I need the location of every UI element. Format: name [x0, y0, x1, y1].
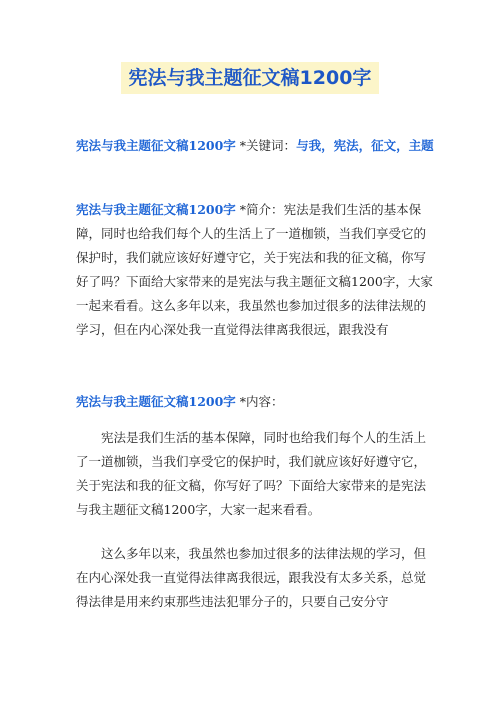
keywords-marker: *关键词：: [239, 138, 297, 153]
intro-paragraph: [76, 198, 436, 342]
intro-marker: *简介：: [239, 202, 284, 217]
body-paragraph-1: 宪法是我们生活的基本保障，同时也给我们每个人的生活上了一道枷锁，当我们享受它的保护时，我们就应该好好遵守它，关于宪法和我的征文稿，你写好了吗？下面给大家带来的是宪法与我主题征文稿1200字，大家一起来看看。: [76, 430, 427, 517]
keywords-value: 与我，宪法，征文，主题: [296, 138, 434, 153]
body-paragraph-2: 这么多年以来，我虽然也参加过很多的法律法规的学习，但在内心深处我一直觉得法律离我很远，跟我没有太多关系，总觉得法律是用来约束那些违法犯罪分子的，只要自己安分守: [76, 546, 427, 609]
title-container: [0, 62, 500, 94]
keywords-lead: 宪法与我主题征文稿1200字: [76, 138, 236, 153]
content-marker: *内容：: [239, 394, 284, 409]
document-title: 宪法与我主题征文稿1200字: [121, 62, 380, 94]
keywords-paragraph: [76, 134, 436, 158]
content-lead: 宪法与我主题征文稿1200字: [76, 394, 236, 409]
intro-lead: 宪法与我主题征文稿1200字: [76, 202, 236, 217]
content-heading: [76, 390, 436, 414]
intro-text: 宪法是我们生活的基本保障，同时也给我们每个人的生活上了一道枷锁，当我们享受它的保护时，我们就应该好好遵守它，关于宪法和我的征文稿，你写好了吗？下面给大家带来的是宪法与我主题征文稿1200字，大家一起来看看。这么多年以来，我虽然也参加过很多的法律法规的学习，但在内心深处我一直觉得法律离我很远，跟我没有: [76, 202, 433, 337]
